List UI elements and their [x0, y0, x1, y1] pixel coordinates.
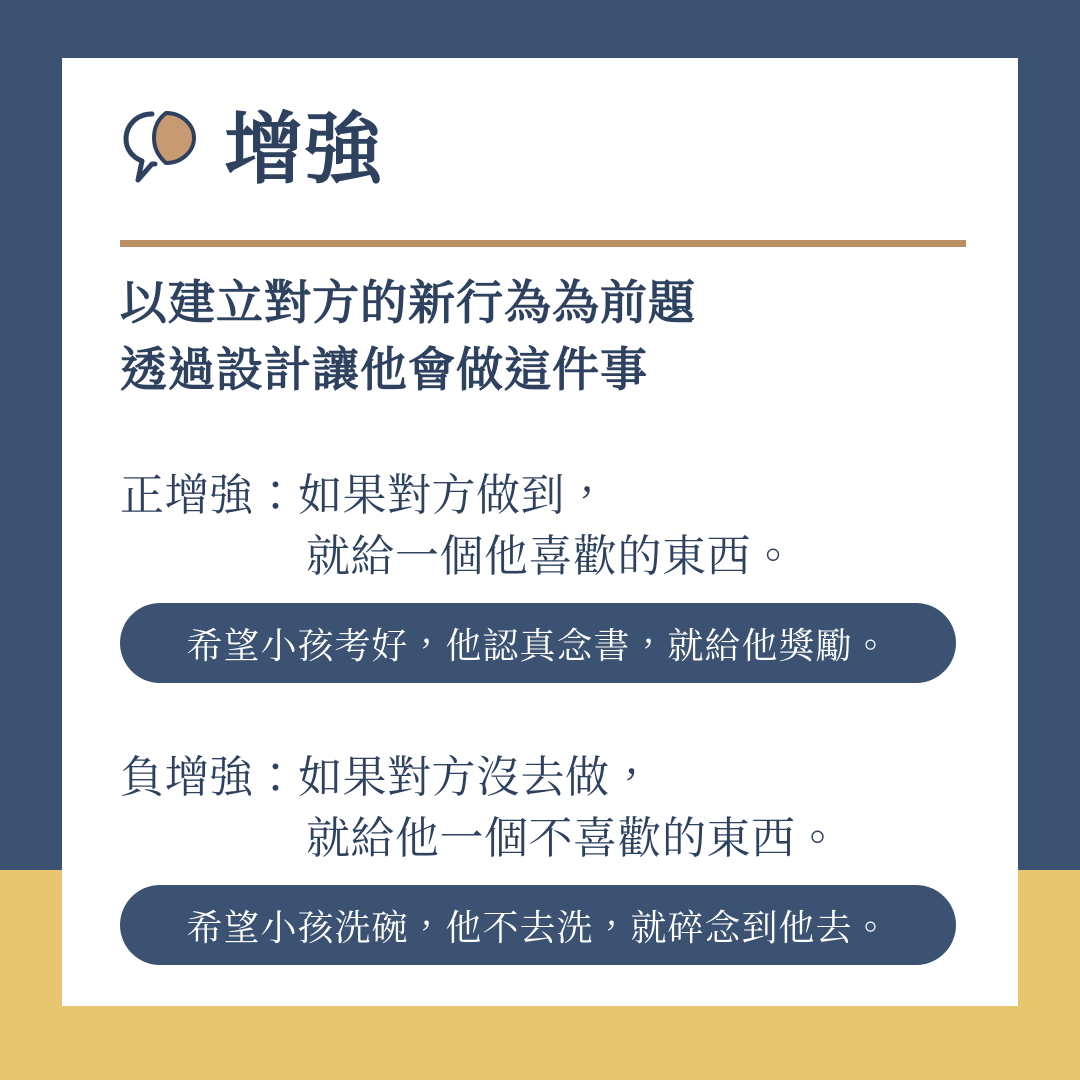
subtitle-block	[120, 270, 980, 403]
negative-statement-line-2: 就給他一個不喜歡的東西。	[306, 813, 840, 863]
negative-statement-line-1: 負增強：如果對方沒去做，	[120, 753, 654, 802]
content-card	[62, 58, 1018, 1006]
negative-example-pill: 希望小孩洗碗，他不去洗，就碎念到他去。	[120, 885, 956, 965]
speech-bubble-logo	[122, 106, 198, 192]
positive-statement-line-1: 正增強：如果對方做到，	[120, 471, 610, 520]
negative-statement	[120, 748, 980, 869]
section-positive-reinforcement	[120, 466, 980, 683]
section-negative-reinforcement	[120, 748, 980, 965]
positive-statement-line-2: 就給一個他喜歡的東西。	[306, 531, 796, 581]
title-divider	[120, 240, 966, 247]
page-title: 增強	[224, 105, 385, 193]
positive-statement	[120, 466, 980, 587]
positive-example-pill: 希望小孩考好，他認真念書，就給他獎勵。	[120, 603, 956, 683]
subtitle-line-1: 以建立對方的新行為為前題	[120, 276, 696, 329]
header	[122, 106, 384, 192]
subtitle-line-2: 透過設計讓他會做這件事	[120, 342, 648, 396]
